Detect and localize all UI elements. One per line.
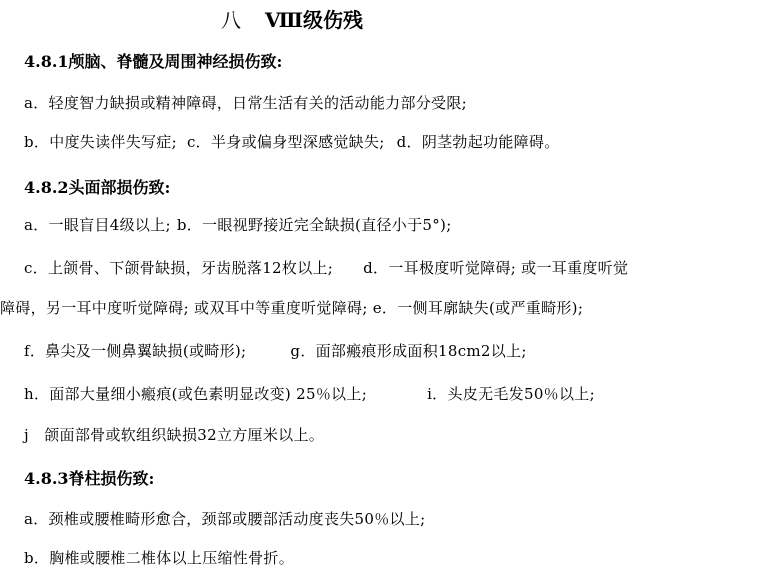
item-4-8-1-d: d．阴茎勃起功能障碍。 xyxy=(396,133,560,151)
item-4-8-2-d: d．一耳极度听觉障碍; 或一耳重度听觉 xyxy=(363,259,629,277)
item-4-8-2-a: a．一眼盲目4级以上; xyxy=(24,216,171,234)
page-title xyxy=(221,4,363,33)
item-4-8-2-h: h．面部大量细小瘢痕(或色素明显改变) 25％以上; xyxy=(24,385,368,403)
item-4-8-3-b: b．胸椎或腰椎二椎体以上压缩性骨折。 xyxy=(24,549,295,567)
section-number: 八 xyxy=(221,8,241,32)
item-4-8-2-c: c．上颌骨、下颌骨缺损，牙齿脱落12枚以上; xyxy=(24,259,334,277)
item-4-8-2-cd xyxy=(24,257,628,278)
item-4-8-1-b: b．中度失读伴失写症; xyxy=(24,133,177,151)
heading-4-8-1: 4.8.1颅脑、脊髓及周围神经损伤致: xyxy=(24,52,283,71)
section-title: Ⅷ级伤残 xyxy=(265,8,363,32)
heading-4-8-3: 4.8.3脊柱损伤致: xyxy=(24,469,155,488)
item-4-8-1-a: a．轻度智力缺损或精神障碍，日常生活有关的活动能力部分受限; xyxy=(24,94,467,112)
item-4-8-2-g: g．面部瘢痕形成面积18cm2以上; xyxy=(290,342,527,360)
item-4-8-2-b: b．一眼视野接近完全缺损(直径小于5°); xyxy=(176,216,452,234)
item-4-8-2-ab xyxy=(24,214,452,235)
item-4-8-3-a: a．颈椎或腰椎畸形愈合，颈部或腰部活动度丧失50％以上; xyxy=(24,510,426,528)
item-4-8-1-bcd xyxy=(24,131,560,152)
item-4-8-2-hi xyxy=(24,383,595,404)
item-4-8-1-c: c．半身或偏身型深感觉缺失; xyxy=(186,133,385,151)
heading-4-8-2: 4.8.2头面部损伤致: xyxy=(24,178,171,197)
item-4-8-2-j: j 颌面部骨或软组织缺损32立方厘米以上。 xyxy=(24,426,325,444)
item-4-8-2-f: f．鼻尖及一侧鼻翼缺损(或畸形); xyxy=(24,342,247,360)
item-4-8-2-d-continued: 障碍，另一耳中度听觉障碍; 或双耳中等重度听觉障碍; e．一侧耳廓缺失(或严重畸形); xyxy=(0,299,584,317)
item-4-8-2-i: i．头皮无毛发50％以上; xyxy=(427,385,595,403)
item-4-8-2-fg xyxy=(24,340,527,361)
